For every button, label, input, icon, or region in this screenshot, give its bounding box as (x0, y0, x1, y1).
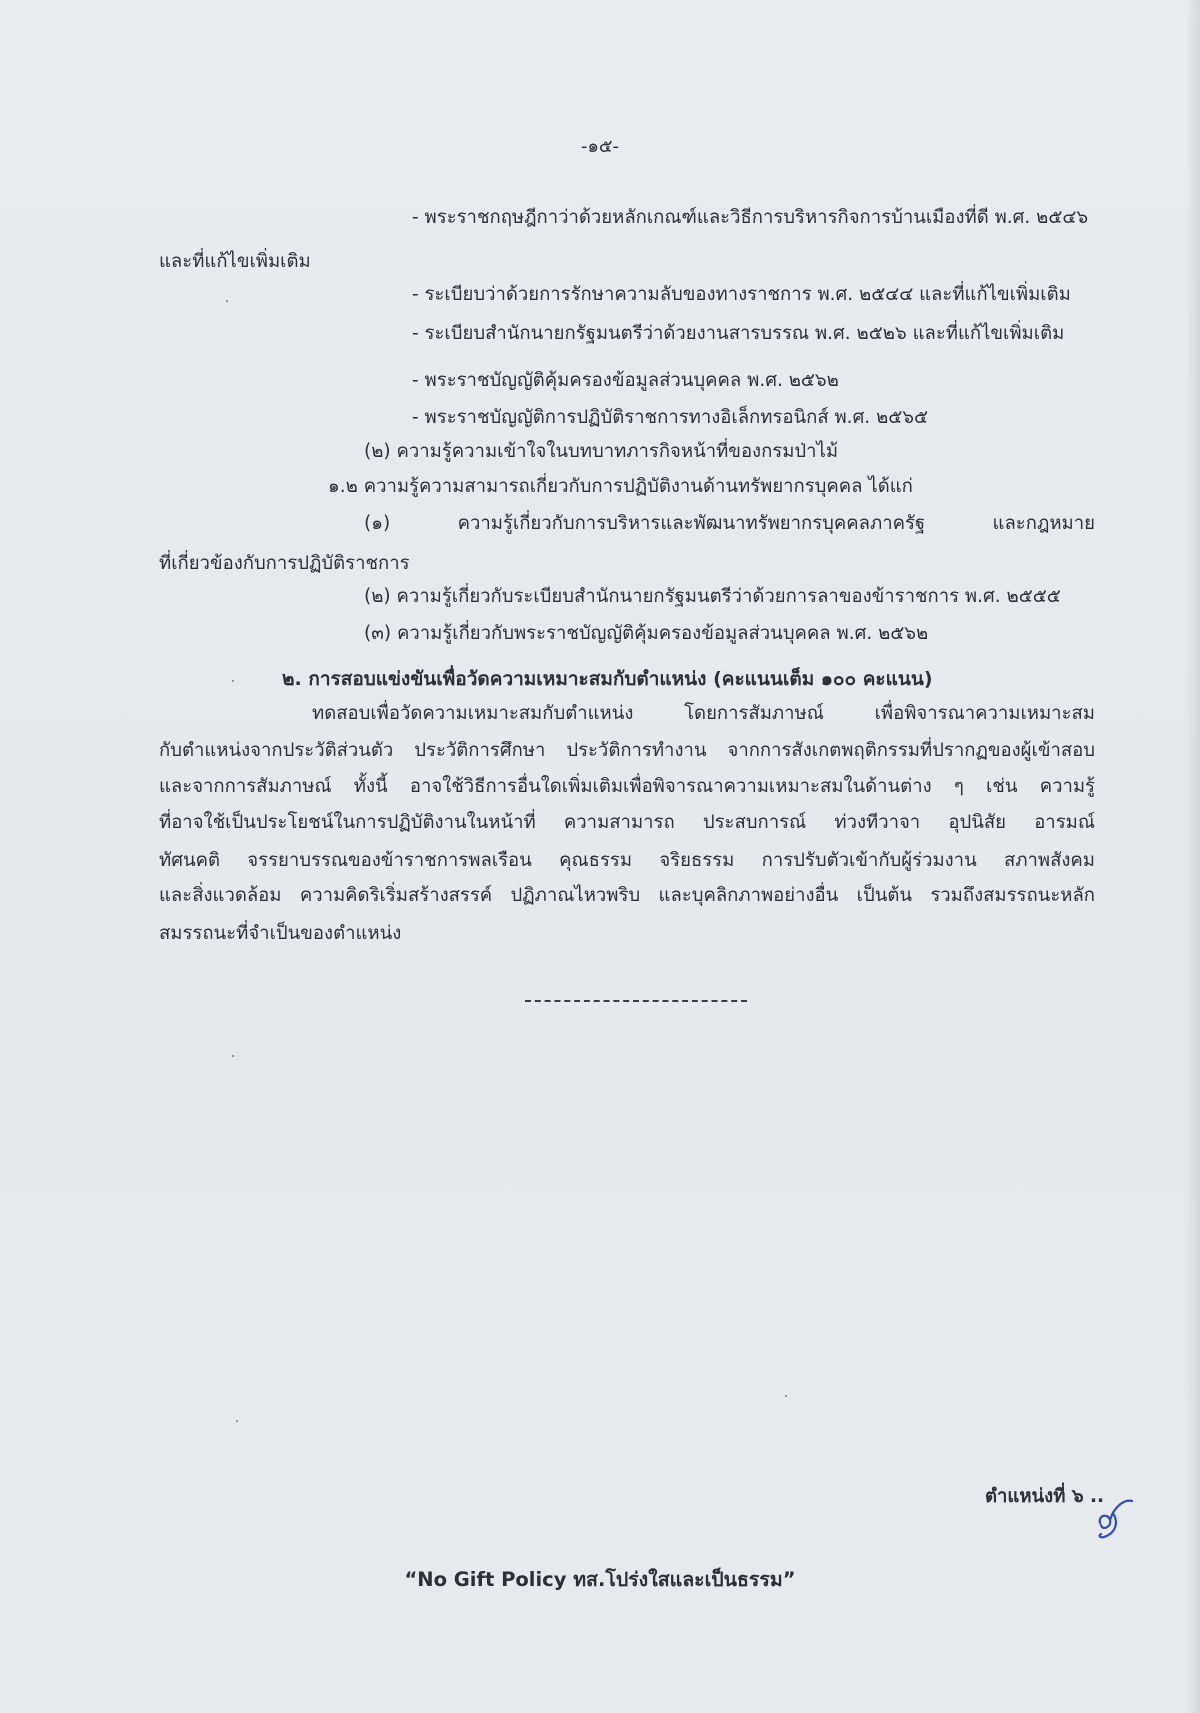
next-page-reference: ตำแหน่งที่ ๖ .. (985, 1486, 1105, 1507)
scan-speck (226, 300, 228, 302)
section-2-paragraph-line: ทัศนคติ จรรยาบรรณของข้าราชการพลเรือน คุณธรรม จริยธรรม การปรับตัวเข้ากับผู้ร่วมงาน สภาพสังคม (159, 850, 1095, 871)
scan-edge-shadow (1186, 0, 1200, 1713)
knowledge-item-forestry-department: (๒) ความรู้ความเข้าใจในบทบาทภารกิจหน้าที่ของกรมป่าไม้ (364, 441, 839, 462)
scan-speck (232, 680, 234, 682)
law-item-pdpa: - พระราชบัญญัติคุ้มครองข้อมูลส่วนบุคคล พ.ศ. ๒๕๖๒ (412, 370, 839, 391)
section-2-paragraph-line: ที่อาจใช้เป็นประโยชน์ในการปฏิบัติงานในหน้าที่ ความสามารถ ประสบการณ์ ท่วงทีวาจา อุปนิสัย อารมณ์ (159, 812, 1095, 833)
section-2-paragraph-line: กับตำแหน่งจากประวัติส่วนตัว ประวัติการศึกษา ประวัติการทำงาน จากการสังเกตพฤติกรรมที่ปรากฏของผู้เข้าสอบ (159, 740, 1095, 761)
knowledge-item-pdpa: (๓) ความรู้เกี่ยวกับพระราชบัญญัติคุ้มครองข้อมูลส่วนบุคคล พ.ศ. ๒๕๖๒ (364, 623, 929, 644)
handwritten-initial-signature (1092, 1493, 1140, 1543)
law-item-correspondence-regulation: - ระเบียบสำนักนายกรัฐมนตรีว่าด้วยงานสารบรรณ พ.ศ. ๒๕๒๖ และที่แก้ไขเพิ่มเติม (412, 323, 1065, 344)
knowledge-item-hr-continuation: ที่เกี่ยวข้องกับการปฏิบัติราชการ (159, 553, 410, 574)
scan-speck (232, 1055, 234, 1057)
scan-speck (785, 1395, 787, 1397)
section-2-paragraph-line: สมรรถนะที่จำเป็นของตำแหน่ง (159, 923, 402, 944)
section-2-paragraph-line: และจากการสัมภาษณ์ ทั้งนี้ อาจใช้วิธีการอื่นใดเพิ่มเติมเพื่อพิจารณาความเหมาะสมในด้านต่าง ๆ เช่น ความรู้ (159, 776, 1095, 797)
subsection-1-2-heading: ๑.๒ ความรู้ความสามารถเกี่ยวกับการปฏิบัติงานด้านทรัพยากรบุคคล ได้แก่ (328, 476, 913, 497)
section-separator (525, 1000, 747, 1002)
knowledge-item-hr-management: (๑) ความรู้เกี่ยวกับการบริหารและพัฒนาทรัพยากรบุคคลภาครัฐ และกฎหมาย (364, 513, 1095, 534)
page-number: -๑๕- (580, 136, 620, 157)
law-item-good-governance-decree: - พระราชกฤษฎีกาว่าด้วยหลักเกณฑ์และวิธีการบริหารกิจการบ้านเมืองที่ดี พ.ศ. ๒๕๔๖ (412, 207, 1089, 228)
knowledge-item-leave-regulation: (๒) ความรู้เกี่ยวกับระเบียบสำนักนายกรัฐมนตรีว่าด้วยการลาของข้าราชการ พ.ศ. ๒๕๕๕ (364, 586, 1061, 607)
scan-speck (236, 1420, 238, 1422)
law-item-e-government-act: - พระราชบัญญัติการปฏิบัติราชการทางอิเล็กทรอนิกส์ พ.ศ. ๒๕๖๕ (412, 407, 929, 428)
law-item-confidentiality-regulation: - ระเบียบว่าด้วยการรักษาความลับของทางราชการ พ.ศ. ๒๕๔๔ และที่แก้ไขเพิ่มเติม (412, 284, 1071, 305)
footer-slogan: “No Gift Policy ทส.โปร่งใสและเป็นธรรม” (404, 1568, 796, 1591)
law-item-continuation: และที่แก้ไขเพิ่มเติม (159, 251, 311, 272)
section-2-heading: ๒. การสอบแข่งขันเพื่อวัดความเหมาะสมกับตำแหน่ง (คะแนนเต็ม ๑๐๐ คะแนน) (282, 668, 933, 690)
section-2-paragraph-line: ทดสอบเพื่อวัดความเหมาะสมกับตำแหน่ง โดยการสัมภาษณ์ เพื่อพิจารณาความเหมาะสม (312, 703, 1095, 724)
section-2-paragraph-line: และสิ่งแวดล้อม ความคิดริเริ่มสร้างสรรค์ ปฏิภาณไหวพริบ และบุคลิกภาพอย่างอื่น เป็นต้น รวมถึงสมรรถนะหลัก (159, 885, 1095, 906)
